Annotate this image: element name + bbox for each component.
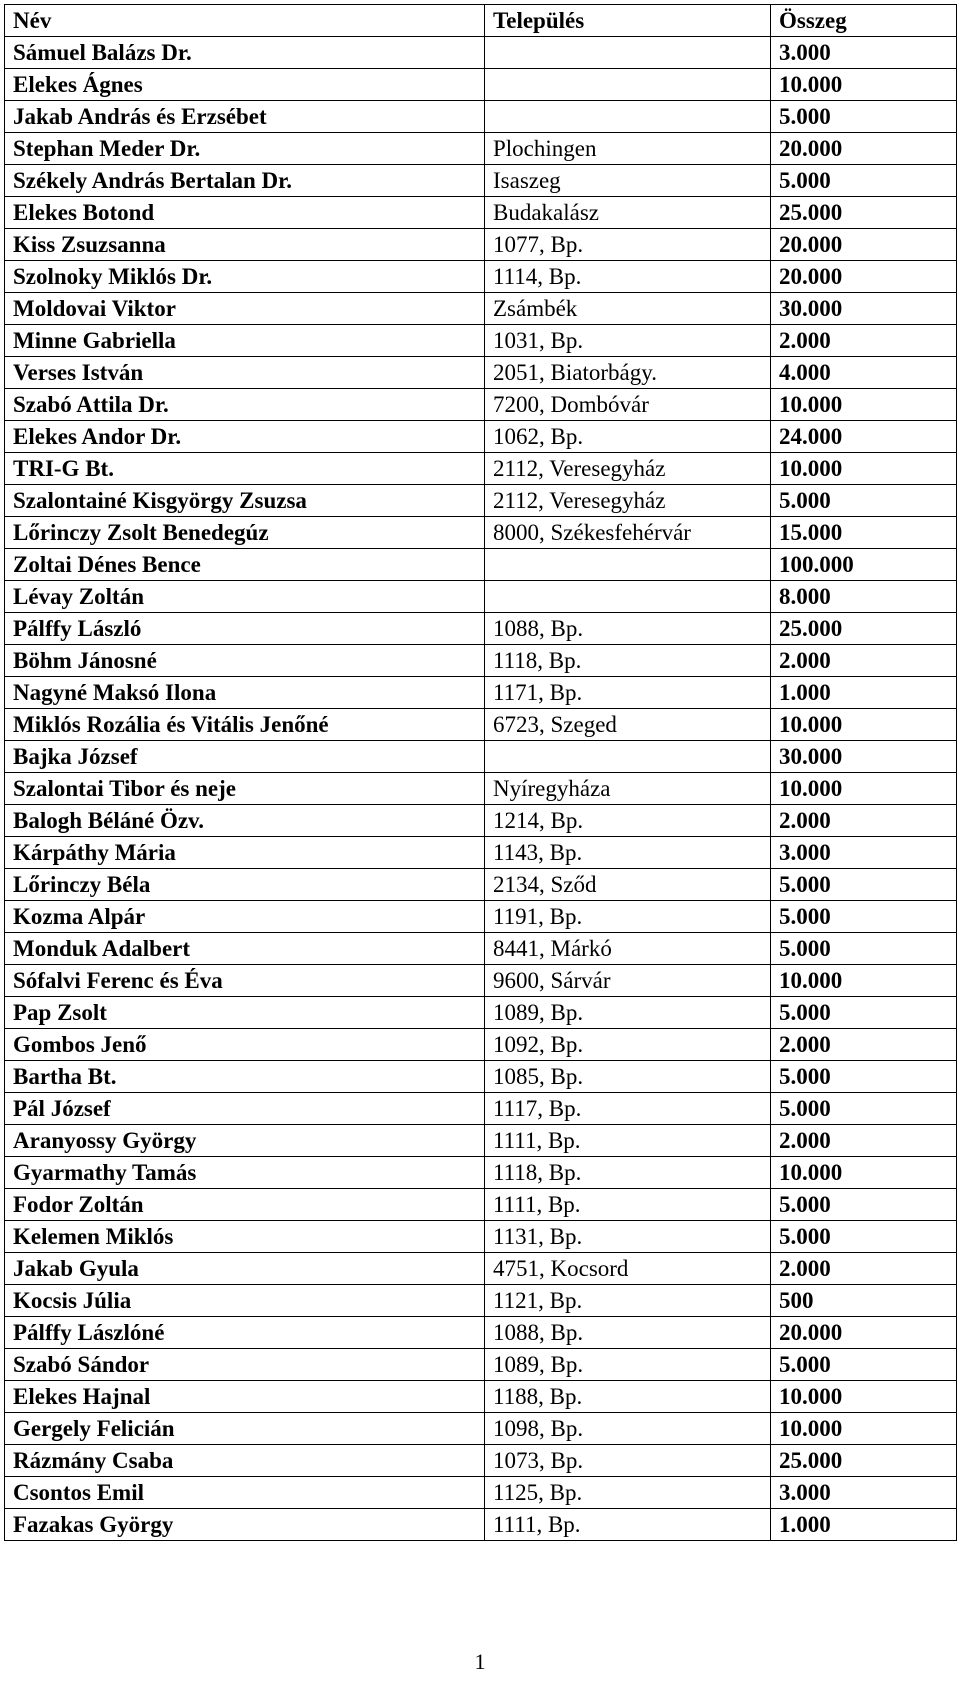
cell-amount: 10.000 (771, 773, 957, 805)
cell-place: Nyíregyháza (485, 773, 771, 805)
table-row (5, 197, 957, 229)
cell-name: Szolnoky Miklós Dr. (5, 261, 485, 293)
cell-place: 1077, Bp. (485, 229, 771, 261)
cell-place: 6723, Szeged (485, 709, 771, 741)
table-row (5, 581, 957, 613)
cell-name: Kelemen Miklós (5, 1221, 485, 1253)
cell-name: Böhm Jánosné (5, 645, 485, 677)
cell-name: Fodor Zoltán (5, 1189, 485, 1221)
cell-place: 1111, Bp. (485, 1125, 771, 1157)
table-row (5, 1349, 957, 1381)
cell-amount: 2.000 (771, 1253, 957, 1285)
cell-place: Plochingen (485, 133, 771, 165)
cell-name: Szalontai Tibor és neje (5, 773, 485, 805)
cell-amount: 2.000 (771, 325, 957, 357)
cell-place: 2112, Veresegyház (485, 485, 771, 517)
table-row (5, 869, 957, 901)
cell-name: Balogh Béláné Özv. (5, 805, 485, 837)
cell-name: Székely András Bertalan Dr. (5, 165, 485, 197)
cell-place: 1092, Bp. (485, 1029, 771, 1061)
table-row (5, 677, 957, 709)
cell-place: 1089, Bp. (485, 997, 771, 1029)
cell-name: Jakab Gyula (5, 1253, 485, 1285)
cell-name: Pálffy Lászlóné (5, 1317, 485, 1349)
table-row (5, 1029, 957, 1061)
table-row (5, 1125, 957, 1157)
cell-place: 1111, Bp. (485, 1189, 771, 1221)
cell-place (485, 741, 771, 773)
cell-amount: 3.000 (771, 37, 957, 69)
cell-place: 1114, Bp. (485, 261, 771, 293)
cell-place: 1089, Bp. (485, 1349, 771, 1381)
cell-amount: 2.000 (771, 645, 957, 677)
cell-amount: 5.000 (771, 165, 957, 197)
cell-amount: 5.000 (771, 101, 957, 133)
table-row (5, 1477, 957, 1509)
cell-place: 8000, Székesfehérvár (485, 517, 771, 549)
table-row (5, 1317, 957, 1349)
cell-amount: 5.000 (771, 869, 957, 901)
table-row (5, 485, 957, 517)
cell-name: Lőrinczy Béla (5, 869, 485, 901)
table-row (5, 1189, 957, 1221)
table-row (5, 709, 957, 741)
cell-amount: 5.000 (771, 997, 957, 1029)
cell-amount: 20.000 (771, 261, 957, 293)
table-row (5, 1413, 957, 1445)
table-row (5, 549, 957, 581)
cell-name: Szabó Sándor (5, 1349, 485, 1381)
cell-amount: 10.000 (771, 1381, 957, 1413)
document-page (4, 4, 956, 1541)
table-row (5, 101, 957, 133)
table-row (5, 69, 957, 101)
cell-place: Zsámbék (485, 293, 771, 325)
cell-name: Lévay Zoltán (5, 581, 485, 613)
cell-name: Lőrinczy Zsolt Benedegúz (5, 517, 485, 549)
table-row (5, 1093, 957, 1125)
table-row (5, 261, 957, 293)
cell-amount: 1.000 (771, 1509, 957, 1541)
cell-place: 1118, Bp. (485, 645, 771, 677)
cell-amount: 10.000 (771, 1413, 957, 1445)
table-row (5, 357, 957, 389)
cell-name: Gombos Jenő (5, 1029, 485, 1061)
table-row (5, 1221, 957, 1253)
page-number: 1 (474, 1649, 486, 1674)
cell-place: 1125, Bp. (485, 1477, 771, 1509)
cell-amount: 100.000 (771, 549, 957, 581)
table-row (5, 901, 957, 933)
table-row (5, 1253, 957, 1285)
table-row (5, 773, 957, 805)
cell-amount: 4.000 (771, 357, 957, 389)
header-row (5, 5, 957, 37)
cell-place: Isaszeg (485, 165, 771, 197)
cell-amount: 20.000 (771, 133, 957, 165)
cell-place: Budakalász (485, 197, 771, 229)
cell-name: Verses István (5, 357, 485, 389)
cell-amount: 5.000 (771, 901, 957, 933)
cell-name: Minne Gabriella (5, 325, 485, 357)
table-row (5, 517, 957, 549)
cell-amount: 500 (771, 1285, 957, 1317)
cell-amount: 15.000 (771, 517, 957, 549)
cell-place: 1214, Bp. (485, 805, 771, 837)
cell-amount: 2.000 (771, 805, 957, 837)
cell-amount: 2.000 (771, 1029, 957, 1061)
cell-place: 1121, Bp. (485, 1285, 771, 1317)
cell-name: Zoltai Dénes Bence (5, 549, 485, 581)
table-row (5, 389, 957, 421)
cell-place: 1062, Bp. (485, 421, 771, 453)
table-row (5, 229, 957, 261)
table-row (5, 293, 957, 325)
cell-place: 1117, Bp. (485, 1093, 771, 1125)
cell-place (485, 37, 771, 69)
cell-name: Sámuel Balázs Dr. (5, 37, 485, 69)
header-amount: Összeg (771, 5, 957, 37)
cell-place: 9600, Sárvár (485, 965, 771, 997)
cell-place: 1191, Bp. (485, 901, 771, 933)
cell-place (485, 69, 771, 101)
cell-name: Elekes Ágnes (5, 69, 485, 101)
cell-name: Kozma Alpár (5, 901, 485, 933)
table-row (5, 805, 957, 837)
cell-amount: 3.000 (771, 837, 957, 869)
cell-amount: 30.000 (771, 741, 957, 773)
cell-amount: 25.000 (771, 613, 957, 645)
table-header (5, 5, 957, 37)
cell-place: 7200, Dombóvár (485, 389, 771, 421)
cell-name: Gergely Felicián (5, 1413, 485, 1445)
cell-amount: 5.000 (771, 1093, 957, 1125)
cell-place (485, 549, 771, 581)
cell-amount: 30.000 (771, 293, 957, 325)
cell-name: Gyarmathy Tamás (5, 1157, 485, 1189)
cell-amount: 5.000 (771, 1061, 957, 1093)
header-place: Település (485, 5, 771, 37)
cell-amount: 10.000 (771, 69, 957, 101)
cell-place: 1118, Bp. (485, 1157, 771, 1189)
table-row (5, 1445, 957, 1477)
cell-name: Monduk Adalbert (5, 933, 485, 965)
cell-amount: 10.000 (771, 453, 957, 485)
cell-place: 1131, Bp. (485, 1221, 771, 1253)
cell-name: Pap Zsolt (5, 997, 485, 1029)
cell-name: Elekes Botond (5, 197, 485, 229)
cell-name: Pál József (5, 1093, 485, 1125)
table-row (5, 1381, 957, 1413)
cell-amount: 5.000 (771, 1349, 957, 1381)
cell-amount: 2.000 (771, 1125, 957, 1157)
cell-place: 1171, Bp. (485, 677, 771, 709)
cell-name: Pálffy László (5, 613, 485, 645)
cell-amount: 20.000 (771, 1317, 957, 1349)
cell-amount: 1.000 (771, 677, 957, 709)
cell-amount: 8.000 (771, 581, 957, 613)
table-row (5, 837, 957, 869)
table-row (5, 325, 957, 357)
table-row (5, 741, 957, 773)
cell-name: Elekes Andor Dr. (5, 421, 485, 453)
cell-name: Elekes Hajnal (5, 1381, 485, 1413)
cell-name: Aranyossy György (5, 1125, 485, 1157)
cell-place: 1073, Bp. (485, 1445, 771, 1477)
table-row (5, 1061, 957, 1093)
header-name: Név (5, 5, 485, 37)
cell-amount: 24.000 (771, 421, 957, 453)
cell-name: Sófalvi Ferenc és Éva (5, 965, 485, 997)
cell-place: 1111, Bp. (485, 1509, 771, 1541)
cell-name: Szalontainé Kisgyörgy Zsuzsa (5, 485, 485, 517)
cell-name: Nagyné Maksó Ilona (5, 677, 485, 709)
cell-place: 2134, Sződ (485, 869, 771, 901)
cell-place (485, 581, 771, 613)
cell-amount: 5.000 (771, 1189, 957, 1221)
cell-amount: 3.000 (771, 1477, 957, 1509)
table-row (5, 933, 957, 965)
cell-place: 1143, Bp. (485, 837, 771, 869)
cell-place: 1188, Bp. (485, 1381, 771, 1413)
cell-amount: 10.000 (771, 389, 957, 421)
cell-name: Kárpáthy Mária (5, 837, 485, 869)
cell-amount: 10.000 (771, 709, 957, 741)
table-row (5, 1285, 957, 1317)
cell-name: Jakab András és Erzsébet (5, 101, 485, 133)
cell-amount: 25.000 (771, 197, 957, 229)
cell-name: Miklós Rozália és Vitális Jenőné (5, 709, 485, 741)
cell-amount: 25.000 (771, 1445, 957, 1477)
cell-place: 1085, Bp. (485, 1061, 771, 1093)
cell-amount: 10.000 (771, 965, 957, 997)
cell-name: Stephan Meder Dr. (5, 133, 485, 165)
table-row (5, 133, 957, 165)
cell-name: Bartha Bt. (5, 1061, 485, 1093)
cell-name: Fazakas György (5, 1509, 485, 1541)
cell-place: 1088, Bp. (485, 1317, 771, 1349)
table-row (5, 453, 957, 485)
table-row (5, 37, 957, 69)
cell-name: Kiss Zsuzsanna (5, 229, 485, 261)
cell-name: Szabó Attila Dr. (5, 389, 485, 421)
cell-name: Kocsis Júlia (5, 1285, 485, 1317)
cell-name: Moldovai Viktor (5, 293, 485, 325)
cell-place: 1031, Bp. (485, 325, 771, 357)
cell-name: TRI-G Bt. (5, 453, 485, 485)
table-row (5, 165, 957, 197)
cell-amount: 20.000 (771, 229, 957, 261)
cell-place: 1098, Bp. (485, 1413, 771, 1445)
cell-place: 2112, Veresegyház (485, 453, 771, 485)
cell-place: 1088, Bp. (485, 613, 771, 645)
cell-amount: 5.000 (771, 485, 957, 517)
cell-name: Rázmány Csaba (5, 1445, 485, 1477)
cell-name: Csontos Emil (5, 1477, 485, 1509)
table-row (5, 997, 957, 1029)
cell-name: Bajka József (5, 741, 485, 773)
cell-place: 8441, Márkó (485, 933, 771, 965)
table-row (5, 1157, 957, 1189)
table-row (5, 1509, 957, 1541)
table-row (5, 421, 957, 453)
table-row (5, 645, 957, 677)
table-row (5, 613, 957, 645)
cell-place: 2051, Biatorbágy. (485, 357, 771, 389)
cell-amount: 5.000 (771, 1221, 957, 1253)
cell-place: 4751, Kocsord (485, 1253, 771, 1285)
table-row (5, 965, 957, 997)
cell-amount: 10.000 (771, 1157, 957, 1189)
donor-table (4, 4, 957, 1541)
cell-amount: 5.000 (771, 933, 957, 965)
cell-place (485, 101, 771, 133)
table-body (5, 37, 957, 1541)
